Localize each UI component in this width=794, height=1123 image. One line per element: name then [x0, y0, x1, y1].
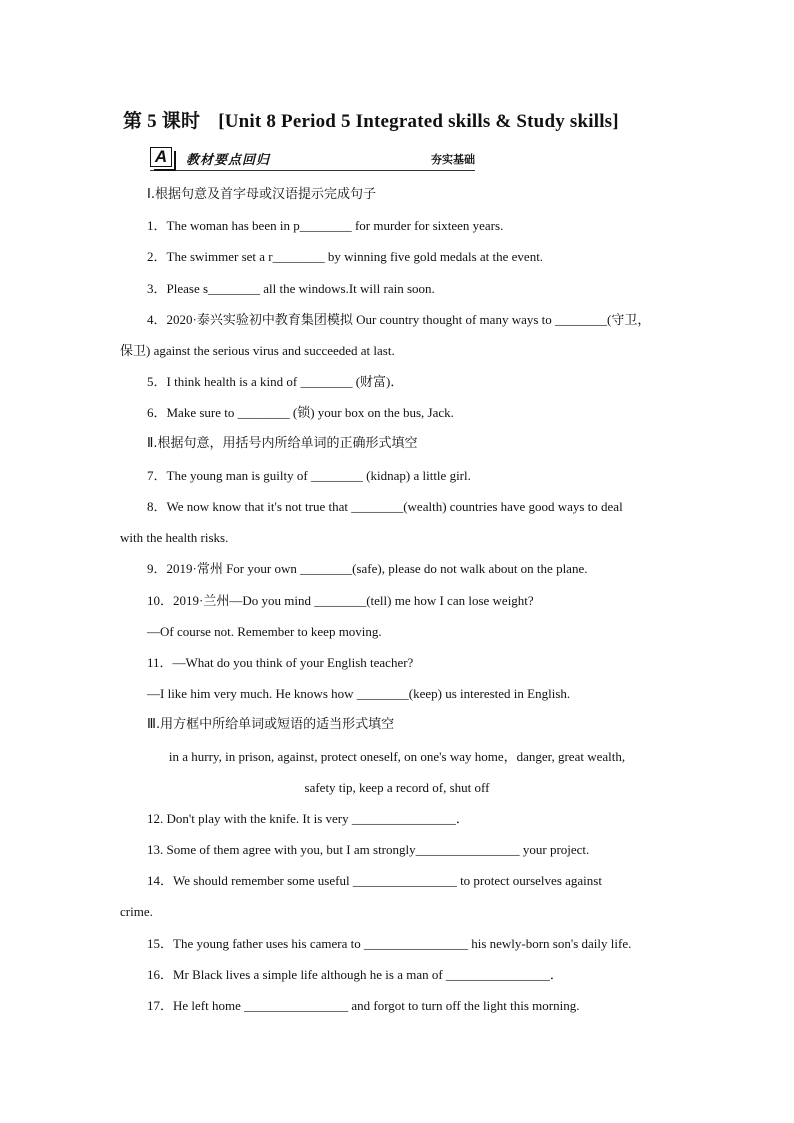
- question-8: 8．We now know that it's not true that ________(wealth) countries have good ways to deal: [147, 499, 623, 514]
- page-title: [123, 106, 683, 133]
- question-1: 1．The woman has been in p________ for murder for sixteen years.: [147, 218, 504, 233]
- question-14-continued: crime.: [120, 904, 153, 919]
- section-heading-2: Ⅱ.根据句意，用括号内所给单词的正确形式填空: [147, 436, 418, 451]
- section-a-badge-icon: A: [150, 147, 172, 167]
- question-2: 2．The swimmer set a r________ by winning five gold medals at the event.: [147, 249, 544, 264]
- question-3: 3．Please s________ all the windows.It will rain soon.: [147, 281, 435, 296]
- word-box-line-2: safety tip, keep a record of, shut off: [304, 780, 490, 795]
- question-4-continued: 保卫) against the serious virus and succeeded at last.: [120, 343, 395, 358]
- section-banner: [150, 146, 475, 171]
- section-heading-3: Ⅲ.用方框中所给单词或短语的适当形式填空: [147, 717, 395, 732]
- unit-title: [Unit 8 Period 5 Integrated skills & Study skills]: [218, 111, 619, 132]
- question-15: 15．The young father uses his camera to ________________ his newly-born son's daily life.: [147, 936, 632, 951]
- banner-right-label: 夯实基础: [431, 153, 475, 166]
- word-box-line-1: in a hurry, in prison, against, protect oneself, on one's way home，danger, great wealth,: [168, 749, 626, 764]
- question-9: 9．2019·常州 For your own ________(safe), please do not walk about on the plane.: [147, 561, 588, 576]
- question-16: 16．Mr Black lives a simple life although he is a man of ________________．: [147, 967, 563, 982]
- question-8-continued: with the health risks.: [120, 530, 229, 545]
- question-7: 7．The young man is guilty of ________ (kidnap) a little girl.: [147, 468, 471, 483]
- question-13: 13. Some of them agree with you, but I am strongly________________ your project.: [147, 842, 590, 857]
- question-12: 12. Don't play with the knife. It is very ________________．: [147, 811, 469, 826]
- question-14: 14．We should remember some useful ________________ to protect ourselves against: [147, 873, 602, 888]
- question-6: 6．Make sure to ________ (锁) your box on the bus, Jack.: [147, 405, 454, 420]
- lesson-number: 第 5 课时: [123, 111, 201, 132]
- section-heading-1: Ⅰ.根据句意及首字母或汉语提示完成句子: [147, 187, 376, 202]
- question-11: 11．—What do you think of your English teacher?: [147, 655, 414, 670]
- question-10-answer: —Of course not. Remember to keep moving.: [147, 624, 382, 639]
- question-10: 10．2019·兰州—Do you mind ________(tell) me how I can lose weight?: [147, 593, 534, 608]
- banner-label: 教材要点回归: [186, 153, 271, 168]
- question-17: 17．He left home ________________ and forgot to turn off the light this morning.: [147, 998, 580, 1013]
- question-5: 5．I think health is a kind of ________ (财富)．: [147, 374, 404, 389]
- question-4: 4．2020·泰兴实验初中教育集团模拟 Our country thought of many ways to ________(守卫，: [147, 312, 651, 327]
- question-11-answer: —I like him very much. He knows how ________(keep) us interested in English.: [147, 686, 571, 701]
